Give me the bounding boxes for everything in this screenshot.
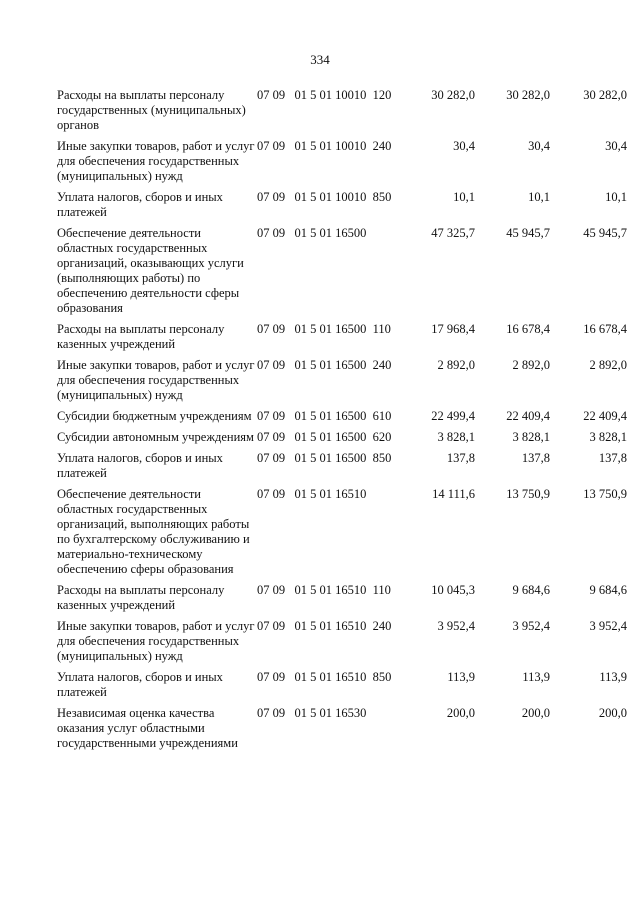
amount-year-1: 3 828,1 xyxy=(437,430,475,444)
table-row xyxy=(57,430,627,445)
table-row xyxy=(57,583,627,613)
amount-year-1: 200,0 xyxy=(446,706,475,720)
amount-year-2: 3 828,1 xyxy=(512,430,550,444)
amount-year-2: 137,8 xyxy=(521,451,550,465)
table-row xyxy=(57,88,627,133)
amount-year-2: 13 750,9 xyxy=(506,487,550,501)
amount-year-2: 113,9 xyxy=(522,670,550,684)
amount-year-3: 200,0 xyxy=(598,706,627,720)
table-row xyxy=(57,409,627,424)
table-row xyxy=(57,190,627,220)
amount-year-3: 9 684,6 xyxy=(589,583,627,597)
amount-year-2: 22 409,4 xyxy=(506,409,550,423)
amount-year-1: 22 499,4 xyxy=(431,409,475,423)
table-row xyxy=(57,358,627,403)
amount-year-1: 30,4 xyxy=(453,139,475,153)
table-row xyxy=(57,451,627,481)
budget-code: 07 09 01 5 01 16500 850 xyxy=(257,451,392,465)
budget-code: 07 09 01 5 01 16510 240 xyxy=(257,619,392,633)
budget-code: 07 09 01 5 01 16510 xyxy=(257,487,367,501)
amount-year-2: 200,0 xyxy=(521,706,550,720)
expense-name: Расходы на выплаты персоналу казенных учреждений xyxy=(57,322,225,351)
amount-year-1: 10,1 xyxy=(453,190,475,204)
amount-year-1: 47 325,7 xyxy=(431,226,475,240)
amount-year-3: 22 409,4 xyxy=(583,409,627,423)
amount-year-1: 14 111,6 xyxy=(432,487,475,501)
amount-year-3: 10,1 xyxy=(605,190,627,204)
amount-year-3: 2 892,0 xyxy=(589,358,627,372)
expense-name: Уплата налогов, сборов и иных платежей xyxy=(57,451,223,480)
budget-code: 07 09 01 5 01 10010 240 xyxy=(257,139,392,153)
table-row xyxy=(57,487,627,577)
expense-name: Независимая оценка качества оказания услуг областными государственными учреждениями xyxy=(57,706,238,750)
expense-name: Иные закупки товаров, работ и услуг для обеспечения государственных (муниципальных) нужд xyxy=(57,619,255,663)
amount-year-1: 2 892,0 xyxy=(437,358,475,372)
budget-code: 07 09 01 5 01 16500 620 xyxy=(257,430,392,444)
expense-name: Расходы на выплаты персоналу казенных учреждений xyxy=(57,583,225,612)
table-row xyxy=(57,226,627,316)
amount-year-3: 45 945,7 xyxy=(583,226,627,240)
amount-year-1: 10 045,3 xyxy=(431,583,475,597)
expense-name: Иные закупки товаров, работ и услуг для обеспечения государственных (муниципальных) нужд xyxy=(57,139,255,183)
budget-code: 07 09 01 5 01 16500 610 xyxy=(257,409,392,423)
budget-code: 07 09 01 5 01 16510 850 xyxy=(257,670,392,684)
expense-name: Уплата налогов, сборов и иных платежей xyxy=(57,190,223,219)
expense-name: Субсидии автономным учреждениям xyxy=(57,430,254,444)
amount-year-3: 137,8 xyxy=(598,451,627,465)
table-row xyxy=(57,322,627,352)
budget-code: 07 09 01 5 01 16500 240 xyxy=(257,358,392,372)
expense-name: Иные закупки товаров, работ и услуг для обеспечения государственных (муниципальных) нужд xyxy=(57,358,255,402)
budget-code: 07 09 01 5 01 10010 120 xyxy=(257,88,392,102)
budget-code: 07 09 01 5 01 16500 110 xyxy=(257,322,391,336)
expense-name: Обеспечение деятельности областных государственных организаций, выполняющих работы по бухгалтерскому обслуживанию и материально-техническому обеспечению сферы образования xyxy=(57,487,250,576)
amount-year-1: 3 952,4 xyxy=(437,619,475,633)
amount-year-2: 30,4 xyxy=(528,139,550,153)
table-row xyxy=(57,706,627,751)
amount-year-2: 16 678,4 xyxy=(506,322,550,336)
amount-year-2: 10,1 xyxy=(528,190,550,204)
budget-table xyxy=(57,88,627,757)
budget-code: 07 09 01 5 01 16500 xyxy=(257,226,367,240)
expense-name: Уплата налогов, сборов и иных платежей xyxy=(57,670,223,699)
amount-year-3: 16 678,4 xyxy=(583,322,627,336)
amount-year-2: 45 945,7 xyxy=(506,226,550,240)
table-row xyxy=(57,139,627,184)
amount-year-3: 30,4 xyxy=(605,139,627,153)
expense-name: Обеспечение деятельности областных государственных организаций, оказывающих услуги (выполняющих работы) по обеспечению деятельности сферы образования xyxy=(57,226,244,315)
amount-year-3: 3 952,4 xyxy=(589,619,627,633)
table-row xyxy=(57,619,627,664)
expense-name: Субсидии бюджетным учреждениям xyxy=(57,409,252,423)
amount-year-2: 3 952,4 xyxy=(512,619,550,633)
amount-year-1: 30 282,0 xyxy=(431,88,475,102)
amount-year-2: 2 892,0 xyxy=(512,358,550,372)
amount-year-1: 137,8 xyxy=(446,451,475,465)
budget-code: 07 09 01 5 01 16530 xyxy=(257,706,367,720)
amount-year-2: 9 684,6 xyxy=(512,583,550,597)
amount-year-1: 113,9 xyxy=(447,670,475,684)
amount-year-1: 17 968,4 xyxy=(431,322,475,336)
budget-code: 07 09 01 5 01 16510 110 xyxy=(257,583,391,597)
table-row xyxy=(57,670,627,700)
page-number: 334 xyxy=(310,52,330,67)
amount-year-3: 3 828,1 xyxy=(589,430,627,444)
budget-code: 07 09 01 5 01 10010 850 xyxy=(257,190,392,204)
amount-year-2: 30 282,0 xyxy=(506,88,550,102)
amount-year-3: 13 750,9 xyxy=(583,487,627,501)
amount-year-3: 30 282,0 xyxy=(583,88,627,102)
expense-name: Расходы на выплаты персоналу государственных (муниципальных) органов xyxy=(57,88,246,132)
amount-year-3: 113,9 xyxy=(599,670,627,684)
